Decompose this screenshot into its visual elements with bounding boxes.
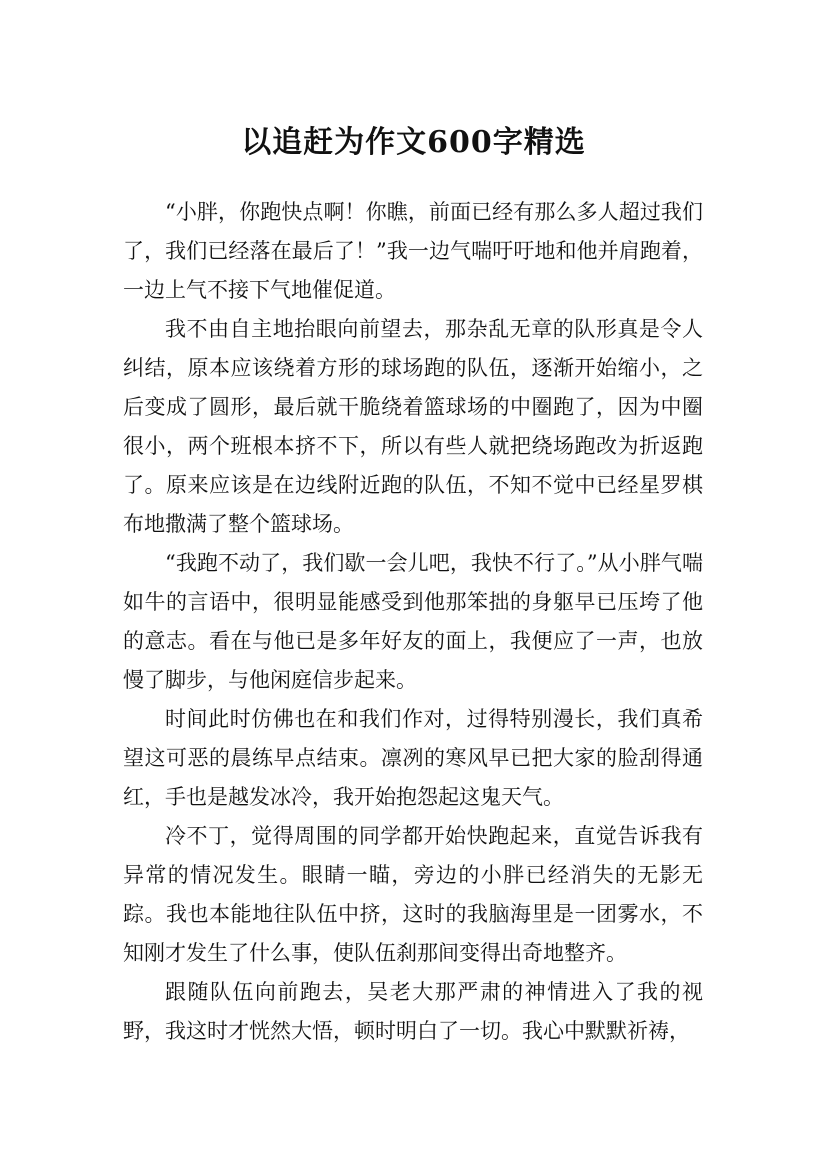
paragraph-2: 我不由自主地抬眼向前望去，那杂乱无章的队形真是令人纠结，原本应该绕着方形的球场跑的队伍，逐渐开始缩小，之后变成了圆形，最后就干脆绕着篮球场的中圈跑了，因为中圈很小，两个班根本挤不下，所以有些人就把绕场跑改为折返跑了。原来应该是在边线附近跑的队伍，不知不觉中已经星罗棋布地撒满了整个篮球场。	[123, 317, 703, 536]
document-title: 以追赶为作文600字精选	[241, 125, 586, 161]
paragraph-1: “小胖，你跑快点啊！你瞧，前面已经有那么多人超过我们了，我们已经落在最后了！”我一边气喘吁吁地和他并肩跑着，一边上气不接下气地催促道。	[123, 200, 703, 302]
paragraph-5: 冷不丁，觉得周围的同学都开始快跑起来，直觉告诉我有异常的情况发生。眼睛一瞄，旁边的小胖已经消失的无影无踪。我也本能地往队伍中挤，这时的我脑海里是一团雾水，不知刚才发生了什么事，使队伍刹那间变得出奇地整齐。	[123, 824, 703, 965]
document-body	[123, 193, 703, 1051]
paragraph-6: 跟随队伍向前跑去，吴老大那严肃的神情进入了我的视野，我这时才恍然大悟，顿时明白了一切。我心中默默祈祷，	[123, 980, 703, 1043]
paragraph-4: 时间此时仿佛也在和我们作对，过得特别漫长，我们真希望这可恶的晨练早点结束。凛冽的寒风早已把大家的脸刮得通红，手也是越发冰冷，我开始抱怨起这鬼天气。	[123, 707, 703, 809]
paragraph-3: “我跑不动了，我们歇一会儿吧，我快不行了。”从小胖气喘如牛的言语中，很明显能感受到他那笨拙的身躯早已压垮了他的意志。看在与他已是多年好友的面上，我便应了一声，也放慢了脚步，与他闲庭信步起来。	[123, 551, 703, 692]
